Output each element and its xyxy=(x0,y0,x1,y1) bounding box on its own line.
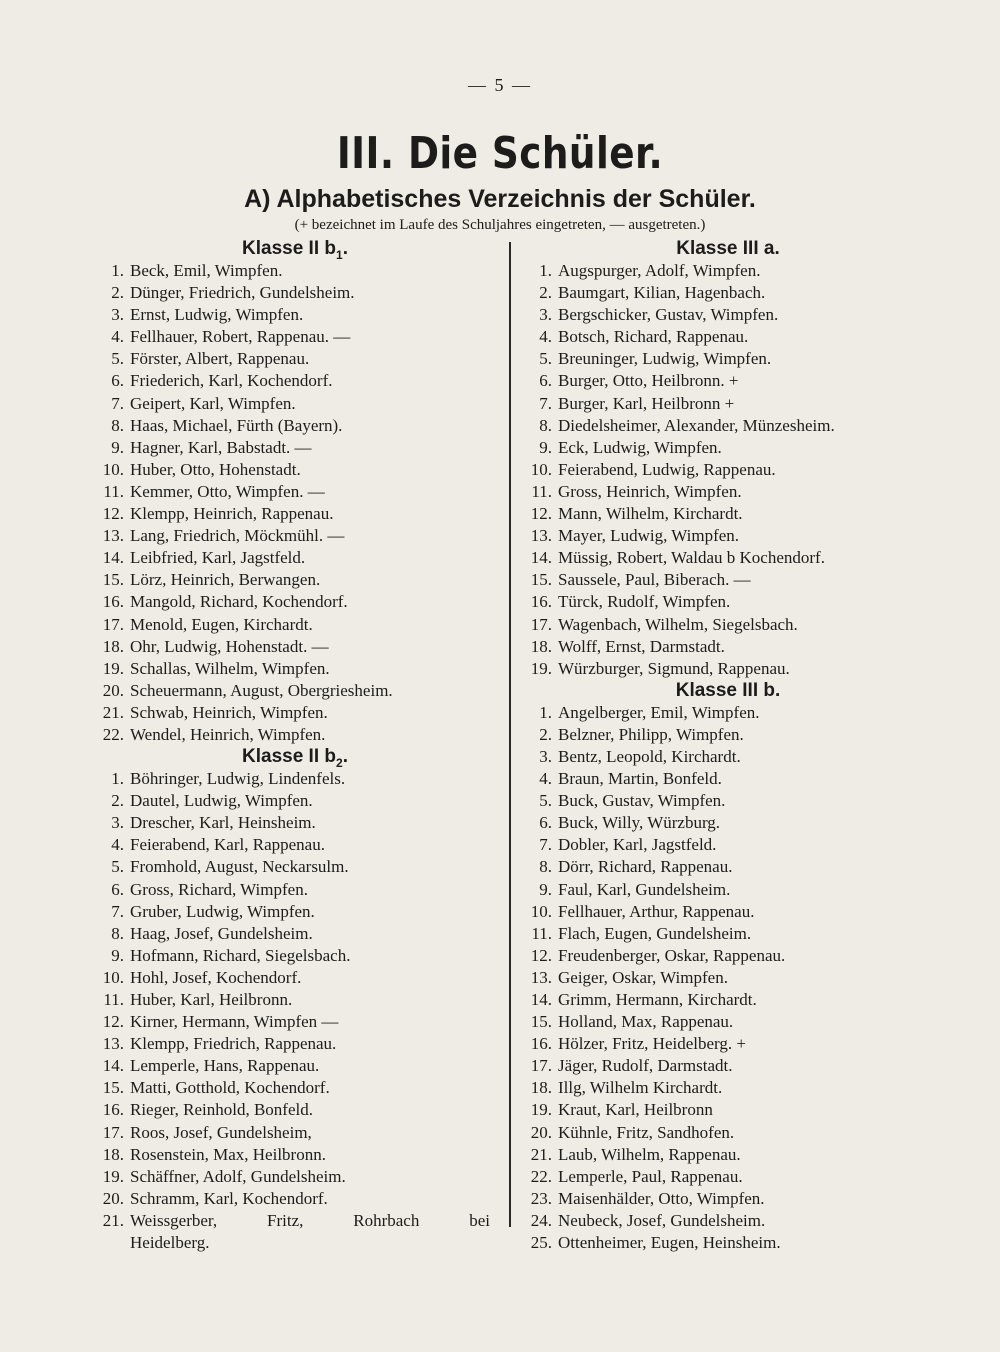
list-item xyxy=(518,481,938,503)
entry-number: 3. xyxy=(111,813,124,833)
list-item xyxy=(90,856,500,878)
entry-text: Hohl, Josef, Kochendorf. xyxy=(130,967,302,987)
list-item xyxy=(518,636,938,658)
entry-text: Hagner, Karl, Babstadt. — xyxy=(130,437,312,457)
entry-text: Weissgerber, Fritz, Rohrbach bei xyxy=(130,1210,490,1230)
list-item xyxy=(518,702,938,724)
entry-text: Bergschicker, Gustav, Wimpfen. xyxy=(558,305,779,325)
entry-number: 15. xyxy=(530,570,552,590)
list-item xyxy=(518,569,938,591)
heading-klasse-3a: Klasse III a. xyxy=(676,238,780,259)
entry-number: 22. xyxy=(102,724,124,744)
heading-klasse-3b: Klasse III b. xyxy=(675,679,781,701)
entry-number: 12. xyxy=(530,504,552,524)
entry-number: 8. xyxy=(539,415,552,435)
entry-number: 12. xyxy=(102,504,124,524)
list-item xyxy=(518,1232,938,1254)
list-item xyxy=(90,1188,500,1210)
entry-text: Dobler, Karl, Jagstfeld. xyxy=(558,835,717,855)
list-item xyxy=(518,547,938,569)
entry-number: 5. xyxy=(539,791,552,811)
entry-number: 7. xyxy=(111,901,124,921)
entry-number: 17. xyxy=(530,1056,552,1076)
entry-text: Mann, Wilhelm, Kirchardt. xyxy=(558,504,743,524)
entry-number: 7. xyxy=(539,835,552,855)
list-item xyxy=(90,415,500,437)
entry-text: Friederich, Karl, Kochendorf. xyxy=(130,371,333,391)
entry-number: 15. xyxy=(102,570,124,590)
list-item xyxy=(90,260,500,282)
list-item xyxy=(518,260,938,282)
entry-number: 9. xyxy=(539,437,552,457)
entry-text: Freudenberger, Oskar, Rappenau. xyxy=(558,945,786,965)
entry-number: 20. xyxy=(102,680,124,700)
list-item xyxy=(518,370,938,392)
list-item xyxy=(518,1011,938,1033)
entry-text: Dünger, Friedrich, Gundelsheim. xyxy=(130,283,355,303)
entry-text: Ottenheimer, Eugen, Heinsheim. xyxy=(558,1233,781,1253)
entry-number: 10. xyxy=(102,459,124,479)
entry-number: 21. xyxy=(102,702,124,722)
entry-number: 3. xyxy=(539,305,552,325)
entry-text: Neubeck, Josef, Gundelsheim. xyxy=(558,1210,766,1230)
list-item xyxy=(518,879,938,901)
entry-text: Geipert, Karl, Wimpfen. xyxy=(130,393,296,413)
entry-text: Baumgart, Kilian, Hagenbach. xyxy=(558,283,766,303)
entry-text: Rieger, Reinhold, Bonfeld. xyxy=(130,1100,313,1120)
list-item xyxy=(518,746,938,768)
entry-text: Gruber, Ludwig, Wimpfen. xyxy=(130,901,315,921)
entry-number: 2. xyxy=(111,283,124,303)
entry-text: Flach, Eugen, Gundelsheim. xyxy=(558,923,752,943)
entry-number: 19. xyxy=(530,658,552,678)
list-item xyxy=(90,481,500,503)
entry-text: Gross, Heinrich, Wimpfen. xyxy=(558,481,742,501)
list-item xyxy=(90,591,500,613)
entry-number: 11. xyxy=(531,923,552,943)
legend-note: (+ bezeichnet im Laufe des Schuljahres eingetreten, — ausgetreten.) xyxy=(294,217,706,233)
entry-number: 10. xyxy=(530,901,552,921)
entry-number: 10. xyxy=(530,459,552,479)
list-item xyxy=(518,834,938,856)
list-item xyxy=(518,1122,938,1144)
entry-text: Kirner, Hermann, Wimpfen — xyxy=(130,1012,339,1032)
list-item xyxy=(518,768,938,790)
entry-text: Haas, Michael, Fürth (Bayern). xyxy=(130,415,343,435)
list-item xyxy=(90,724,500,746)
entry-text: Dörr, Richard, Rappenau. xyxy=(558,857,733,877)
entry-text: Müssig, Robert, Waldau b Kochendorf. xyxy=(558,548,825,568)
entry-number: 13. xyxy=(102,526,124,546)
entry-text: Angelberger, Emil, Wimpfen. xyxy=(558,702,760,722)
entry-text: Menold, Eugen, Kirchardt. xyxy=(130,614,313,634)
entry-text: Fromhold, August, Neckarsulm. xyxy=(130,857,349,877)
list-item xyxy=(90,437,500,459)
entry-number: 1. xyxy=(111,261,124,280)
entry-number: 11. xyxy=(103,990,124,1009)
entry-text: Fellhauer, Arthur, Rappenau. xyxy=(558,901,755,921)
entry-text: Kraut, Karl, Heilbronn xyxy=(558,1100,713,1120)
entry-text: Lemperle, Paul, Rappenau. xyxy=(558,1166,743,1186)
entry-number: 1. xyxy=(539,261,552,280)
entry-number: 8. xyxy=(539,857,552,877)
entry-number: 7. xyxy=(111,393,124,413)
entry-text: Schwab, Heinrich, Wimpfen. xyxy=(130,702,328,722)
list-item xyxy=(518,348,938,370)
list-item xyxy=(518,1166,938,1188)
list-item xyxy=(90,1055,500,1077)
entry-text: Bentz, Leopold, Kirchardt. xyxy=(558,746,741,766)
list-item xyxy=(518,591,938,613)
entry-number: 2. xyxy=(539,283,552,303)
entry-text: Wagenbach, Wilhelm, Siegelsbach. xyxy=(558,614,798,634)
list-item xyxy=(90,702,500,724)
entry-number: 13. xyxy=(530,967,552,987)
list-item xyxy=(90,1077,500,1099)
entry-text: Schramm, Karl, Kochendorf. xyxy=(130,1188,328,1208)
entry-text: Haag, Josef, Gundelsheim. xyxy=(130,923,313,943)
list-item xyxy=(90,1122,500,1144)
list-item xyxy=(518,945,938,967)
list-item xyxy=(518,856,938,878)
entry-number: 16. xyxy=(102,1100,124,1120)
entry-number: 6. xyxy=(539,813,552,833)
entry-number: 4. xyxy=(111,835,124,855)
list-item xyxy=(90,326,500,348)
entry-text: Geiger, Oskar, Wimpfen. xyxy=(558,967,728,987)
entry-number: 18. xyxy=(102,1144,124,1164)
entry-text: Faul, Karl, Gundelsheim. xyxy=(558,879,731,899)
entry-number: 3. xyxy=(111,305,124,325)
entry-text: Schallas, Wilhelm, Wimpfen. xyxy=(130,658,330,678)
list-item xyxy=(518,1055,938,1077)
list-klasse-2b2 xyxy=(90,768,500,1210)
list-item xyxy=(518,1099,938,1121)
entry-number: 19. xyxy=(102,658,124,678)
entry-number: 11. xyxy=(531,481,552,501)
list-item xyxy=(518,326,938,348)
list-item xyxy=(90,614,500,636)
entry-text: Leibfried, Karl, Jagstfeld. xyxy=(130,548,306,568)
list-item xyxy=(90,989,500,1011)
entry-number: 5. xyxy=(539,349,552,369)
list-klasse-3b xyxy=(518,702,938,1254)
entry-number: 5. xyxy=(111,857,124,877)
page-title: III. Die Schüler. xyxy=(336,128,664,179)
list-item xyxy=(90,680,500,702)
list-item xyxy=(518,1188,938,1210)
list-item xyxy=(90,348,500,370)
entry-text: Feierabend, Ludwig, Rappenau. xyxy=(558,459,776,479)
entry-number: 14. xyxy=(530,990,552,1009)
entry-text: Wendel, Heinrich, Wimpfen. xyxy=(130,724,326,744)
list-item xyxy=(90,1011,500,1033)
list-klasse-3a xyxy=(518,260,938,680)
entry-number: 17. xyxy=(530,614,552,634)
entry-number: 20. xyxy=(102,1188,124,1208)
entry-number: 7. xyxy=(539,393,552,413)
entry-number: 12. xyxy=(102,1012,124,1032)
entry-number: 8. xyxy=(111,923,124,943)
entry-number: 17. xyxy=(102,614,124,634)
entry-number: 11. xyxy=(103,481,124,501)
entry-number: 4. xyxy=(111,327,124,347)
entry-text: Kühnle, Fritz, Sandhofen. xyxy=(558,1122,735,1142)
entry-text: Illg, Wilhelm Kirchardt. xyxy=(558,1078,723,1098)
entry-number: 18. xyxy=(530,1078,552,1098)
page-number: — 5 — xyxy=(468,75,532,95)
list-item xyxy=(90,370,500,392)
list-item xyxy=(518,525,938,547)
entry-number: 13. xyxy=(102,1034,124,1054)
list-item xyxy=(90,1210,500,1232)
list-item xyxy=(518,459,938,481)
entry-text: Würzburger, Sigmund, Rappenau. xyxy=(558,658,790,678)
entry-text: Förster, Albert, Rappenau. xyxy=(130,349,310,369)
entry-number: 19. xyxy=(102,1166,124,1186)
entry-text: Botsch, Richard, Rappenau. xyxy=(558,327,749,347)
list-item xyxy=(90,879,500,901)
entry-number: 19. xyxy=(530,1100,552,1120)
entry-text: Gross, Richard, Wimpfen. xyxy=(130,879,308,899)
entry-text: Holland, Max, Rappenau. xyxy=(558,1012,734,1032)
list-item xyxy=(90,967,500,989)
list-item xyxy=(518,901,938,923)
entry-number: 5. xyxy=(111,349,124,369)
list-item xyxy=(90,1166,500,1188)
list-item xyxy=(518,1210,938,1232)
entry-number: 4. xyxy=(539,769,552,789)
entry-text: Lemperle, Hans, Rappenau. xyxy=(130,1056,320,1076)
list-item xyxy=(90,923,500,945)
entry-number: 16. xyxy=(102,592,124,612)
list-item xyxy=(90,768,500,790)
entry-number: 14. xyxy=(102,548,124,568)
list-item xyxy=(518,1033,938,1055)
entry-text: Matti, Gotthold, Kochendorf. xyxy=(130,1078,330,1098)
entry-text: Türck, Rudolf, Wimpfen. xyxy=(558,592,731,612)
right-column xyxy=(518,238,938,1254)
entry-text: Maisenhälder, Otto, Wimpfen. xyxy=(558,1188,765,1208)
list-item xyxy=(90,393,500,415)
entry-text: Feierabend, Karl, Rappenau. xyxy=(130,835,325,855)
left-column xyxy=(90,238,500,1254)
entry-number: 9. xyxy=(539,879,552,899)
list-item xyxy=(90,304,500,326)
entry-text: Buck, Gustav, Wimpfen. xyxy=(558,791,726,811)
list-item xyxy=(518,393,938,415)
entry-text: Jäger, Rudolf, Darmstadt. xyxy=(558,1056,733,1076)
list-item xyxy=(518,812,938,834)
entry-text: Klempp, Friedrich, Rappenau. xyxy=(130,1034,337,1054)
entry-text: Laub, Wilhelm, Rappenau. xyxy=(558,1144,741,1164)
entry-text: Eck, Ludwig, Wimpfen. xyxy=(558,437,722,457)
entry-number: 15. xyxy=(102,1078,124,1098)
entry-number: 12. xyxy=(530,945,552,965)
entry-text: Belzner, Philipp, Wimpfen. xyxy=(558,724,744,744)
entry-text: Mayer, Ludwig, Wimpfen. xyxy=(558,526,740,546)
list-item xyxy=(90,901,500,923)
entry-number: 17. xyxy=(102,1122,124,1142)
list-item xyxy=(90,547,500,569)
list-item xyxy=(518,724,938,746)
list-item xyxy=(518,415,938,437)
entry-number: 24. xyxy=(530,1210,552,1230)
entry-text: Hofmann, Richard, Siegelsbach. xyxy=(130,945,351,965)
entry-number: 21. xyxy=(530,1144,552,1164)
entry-number: 9. xyxy=(111,437,124,457)
list-item xyxy=(90,525,500,547)
list-item xyxy=(518,967,938,989)
entry-number: 15. xyxy=(530,1012,552,1032)
entry-text: Hölzer, Fritz, Heidelberg. + xyxy=(558,1034,746,1054)
entry-number: 4. xyxy=(539,327,552,347)
entry-number: 2. xyxy=(111,791,124,811)
entry-text: Ohr, Ludwig, Hohenstadt. — xyxy=(130,636,329,656)
entry-text: Huber, Otto, Hohenstadt. xyxy=(130,459,301,479)
list-item xyxy=(90,1033,500,1055)
list-item xyxy=(518,989,938,1011)
entry-text: Fellhauer, Robert, Rappenau. — xyxy=(130,327,351,347)
list-item xyxy=(518,658,938,680)
entry-number: 18. xyxy=(102,636,124,656)
entry-text: Burger, Otto, Heilbronn. + xyxy=(558,371,739,391)
heading-klasse-2b2: Klasse II $b_2$. xyxy=(242,746,348,770)
entry-text: Dautel, Ludwig, Wimpfen. xyxy=(130,791,313,811)
entry-number: 21. xyxy=(102,1210,124,1230)
list-item xyxy=(90,790,500,812)
entry-number: 25. xyxy=(530,1233,552,1253)
entry-text: Scheuermann, August, Obergriesheim. xyxy=(130,680,393,700)
entry-text: Saussele, Paul, Biberach. — xyxy=(558,570,751,590)
entry-text: Burger, Karl, Heilbronn + xyxy=(558,393,735,413)
entry-number: 6. xyxy=(111,371,124,391)
list-klasse-2b1 xyxy=(90,260,500,746)
entry-number: 22. xyxy=(530,1166,552,1186)
list-item xyxy=(518,282,938,304)
entry-number: 16. xyxy=(530,592,552,612)
entry-text: Kemmer, Otto, Wimpfen. — xyxy=(130,481,325,501)
entry-text: Roos, Josef, Gundelsheim, xyxy=(130,1122,312,1142)
entry-text: Böhringer, Ludwig, Lindenfels. xyxy=(130,769,346,789)
list-item xyxy=(518,304,938,326)
entry-number: 16. xyxy=(530,1034,552,1054)
list-item xyxy=(518,503,938,525)
entry-number: 13. xyxy=(530,526,552,546)
list-item xyxy=(90,459,500,481)
section-subtitle: A) Alphabetisches Verzeichnis der Schüler. xyxy=(244,185,756,213)
entry-number: 8. xyxy=(111,415,124,435)
list-item xyxy=(90,658,500,680)
entry-number: 2. xyxy=(539,724,552,744)
entry-text: Breuninger, Ludwig, Wimpfen. xyxy=(558,349,772,369)
entry-text: Klempp, Heinrich, Rappenau. xyxy=(130,504,334,524)
list-item xyxy=(90,945,500,967)
entry-number: 14. xyxy=(530,548,552,568)
list-item xyxy=(518,790,938,812)
entry-text: Mangold, Richard, Kochendorf. xyxy=(130,592,348,612)
list-item xyxy=(90,834,500,856)
entry-number: 18. xyxy=(530,636,552,656)
list-item xyxy=(90,569,500,591)
entry-number: 9. xyxy=(111,945,124,965)
entry-number: 23. xyxy=(530,1188,552,1208)
entry-number: 6. xyxy=(111,879,124,899)
column-divider xyxy=(509,242,511,1227)
entry-number: 10. xyxy=(102,967,124,987)
entry-text: Grimm, Hermann, Kirchardt. xyxy=(558,990,757,1009)
list-item xyxy=(518,923,938,945)
list-item xyxy=(90,503,500,525)
entry-text: Drescher, Karl, Heinsheim. xyxy=(130,813,316,833)
entry-number: 3. xyxy=(539,746,552,766)
entry-text: Augspurger, Adolf, Wimpfen. xyxy=(558,261,761,280)
entry-continuation: Heidelberg. xyxy=(130,1233,210,1253)
entry-number: 14. xyxy=(102,1056,124,1076)
entry-text: Diedelsheimer, Alexander, Münzesheim. xyxy=(558,415,835,435)
entry-text: Buck, Willy, Würzburg. xyxy=(558,813,721,833)
list-item xyxy=(518,1077,938,1099)
list-item xyxy=(90,282,500,304)
entry-text: Wolff, Ernst, Darmstadt. xyxy=(558,636,725,656)
list-item xyxy=(518,437,938,459)
entry-number: 1. xyxy=(111,769,124,789)
entry-text: Beck, Emil, Wimpfen. xyxy=(130,261,283,280)
list-item xyxy=(90,1099,500,1121)
entry-text: Lang, Friedrich, Möckmühl. — xyxy=(130,526,345,546)
entry-number: 20. xyxy=(530,1122,552,1142)
list-item xyxy=(90,636,500,658)
list-item xyxy=(90,1144,500,1166)
entry-text: Ernst, Ludwig, Wimpfen. xyxy=(130,305,304,325)
list-item xyxy=(518,614,938,636)
entry-number: 1. xyxy=(539,702,552,722)
entry-text: Rosenstein, Max, Heilbronn. xyxy=(130,1144,326,1164)
list-item xyxy=(90,812,500,834)
entry-text: Lörz, Heinrich, Berwangen. xyxy=(130,570,321,590)
entry-text: Braun, Martin, Bonfeld. xyxy=(558,769,722,789)
entry-number: 6. xyxy=(539,371,552,391)
heading-klasse-2b1: Klasse II $b_1$. xyxy=(242,238,348,262)
entry-text: Schäffner, Adolf, Gundelsheim. xyxy=(130,1166,346,1186)
entry-text: Huber, Karl, Heilbronn. xyxy=(130,990,293,1009)
list-item xyxy=(518,1144,938,1166)
